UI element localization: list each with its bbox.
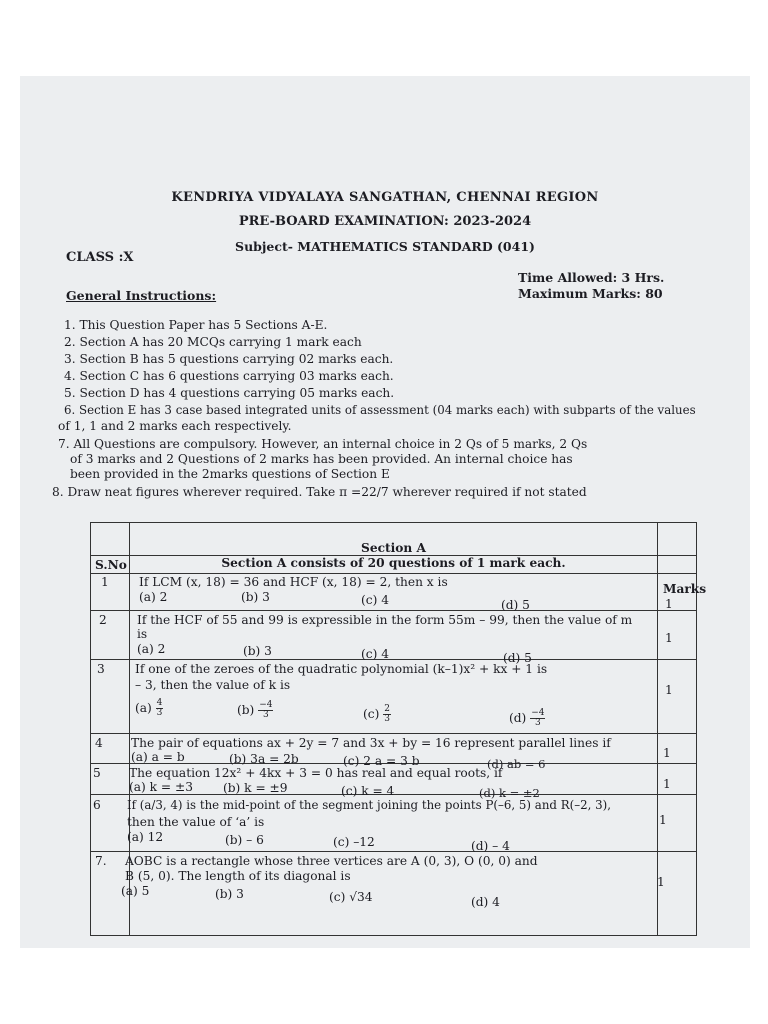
instruction-line: 7. All Questions are compulsory. However, an internal choice in 2 Qs of 5 marks, 2 Qs [58, 437, 588, 451]
subject-heading: Subject- MATHEMATICS STANDARD (041) [235, 239, 535, 254]
instruction-line: 1. This Question Paper has 5 Sections A-E. [64, 318, 328, 332]
instruction-line: of 3 marks and 2 Questions of 2 marks has been provided. An internal choice has [70, 452, 573, 466]
option: (d) – 4 [471, 839, 510, 853]
option: (a) 12 [127, 830, 164, 844]
question-marks: 1 [657, 875, 665, 889]
option: (d) $\frac{-4}{3}$ [509, 708, 545, 728]
option: (d) 4 [471, 895, 500, 909]
option: (b) 3a = 2b [229, 752, 299, 766]
option: (d) k = ±2 [479, 786, 540, 800]
question-text: AOBC is a rectangle whose three vertices are A (0, 3), O (0, 0) and [125, 854, 538, 868]
question-number: 4 [95, 736, 103, 750]
option: (c) –12 [333, 835, 375, 849]
question-marks: 1 [665, 683, 673, 697]
class-label: CLASS :X [66, 250, 134, 265]
option: (a) 2 [137, 642, 166, 656]
option: (a) a = b [131, 750, 185, 764]
option: (c) 4 [361, 647, 389, 661]
exam-heading: PRE-BOARD EXAMINATION: 2023-2024 [238, 214, 532, 229]
sno-header: S.No [95, 558, 127, 572]
question-marks: 1 [663, 777, 671, 791]
instruction-line: 3. Section B has 5 questions carrying 02 marks each. [64, 352, 394, 366]
instruction-line: been provided in the 2marks questions of Section E [70, 467, 390, 481]
instruction-line: 6. Section E has 3 case based integrated units of assessment (04 marks each) with subparts of the values [64, 403, 696, 417]
maximum-marks: Maximum Marks: 80 [518, 286, 663, 301]
option: (c) k = 4 [341, 784, 395, 798]
question-text: If one of the zeroes of the quadratic polynomial (k–1)x² + kx + 1 is [135, 662, 548, 676]
option: (b) $\frac{-4}{3}$ [237, 700, 273, 720]
instruction-line: 2. Section A has 20 MCQs carrying 1 mark each [64, 335, 362, 349]
question-number: 1 [101, 575, 109, 589]
question-text: The equation 12x² + 4kx + 3 = 0 has real and equal roots, if [129, 766, 503, 780]
question-number: 3 [97, 662, 105, 676]
option: (d) 5 [503, 651, 532, 665]
instruction-line: of 1, 1 and 2 marks each respectively. [58, 419, 292, 433]
instruction-line: 8. Draw neat figures wherever required. Take π =22/7 wherever required if not stated [52, 485, 587, 499]
option: (c) 2 a = 3 b [343, 754, 420, 768]
section-title: Section A [361, 541, 426, 555]
question-marks: 1 [665, 631, 673, 645]
question-marks: 1 [663, 746, 671, 760]
option: (b) – 6 [225, 833, 264, 847]
option: (a) $\frac{4}{3}$ [135, 698, 163, 718]
option: (b) 3 [215, 887, 244, 901]
question-text: then the value of ‘a’ is [127, 815, 265, 829]
section-a-table [90, 522, 707, 936]
question-marks: 1 [665, 597, 673, 611]
question-text: is [137, 627, 148, 641]
option: (a) k = ±3 [129, 780, 193, 794]
option: (c) √34 [329, 890, 373, 904]
instructions-title: General Instructions: [66, 288, 217, 303]
question-number: 6 [93, 798, 101, 812]
option: (c) $\frac{2}{3}$ [363, 704, 390, 724]
question-text: If LCM (x, 18) = 36 and HCF (x, 18) = 2, then x is [139, 575, 448, 589]
question-text: If (a/3, 4) is the mid-point of the segment joining the points P(–6, 5) and R(–2, 3), [127, 798, 611, 812]
question-number: 5 [93, 766, 101, 780]
option: (d) 5 [501, 598, 530, 612]
question-number: 2 [99, 613, 107, 627]
instruction-line: 5. Section D has 4 questions carrying 05 marks each. [64, 386, 395, 400]
question-text: If the HCF of 55 and 99 is expressible in the form 55m – 99, then the value of m [137, 613, 633, 627]
question-number: 7. [95, 854, 107, 868]
option: (a) 5 [121, 884, 150, 898]
instruction-line: 4. Section C has 6 questions carrying 03 marks each. [64, 369, 394, 383]
option: (b) k = ±9 [223, 781, 288, 795]
question-text: – 3, then the value of k is [135, 678, 291, 692]
marks-header: Marks [663, 582, 707, 596]
question-text: The pair of equations ax + 2y = 7 and 3x + by = 16 represent parallel lines if [131, 736, 611, 750]
option: (d) ab = 6 [487, 757, 546, 771]
question-marks: 1 [659, 813, 667, 827]
exam-paper [20, 76, 750, 948]
section-subtitle: Section A consists of 20 questions of 1 mark each. [221, 556, 566, 570]
time-allowed: Time Allowed: 3 Hrs. [518, 270, 665, 285]
option: (b) 3 [243, 644, 272, 658]
organization-heading: KENDRIYA VIDYALAYA SANGATHAN, CHENNAI REGION [171, 190, 599, 205]
option: (c) 4 [361, 593, 389, 607]
option: (a) 2 [139, 590, 168, 604]
option: (b) 3 [241, 590, 270, 604]
question-text: B (5, 0). The length of its diagonal is [125, 869, 351, 883]
